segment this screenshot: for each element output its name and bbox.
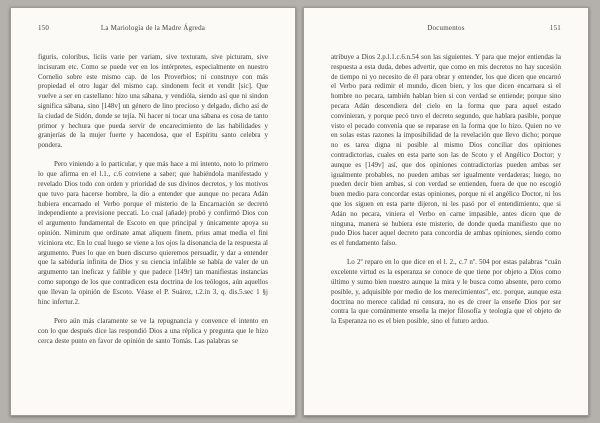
left-page-header xyxy=(38,24,268,34)
paragraph: figuris, coloribus, liciis varie per variam, sive texturam, sive picturam, sive incisuram etc. Como se puede ver en los intérpretes, especialmente en nuestro Cornelio sobre este mismo cap. de los Proverbios; ni construye con más propiedad el otro lugar del mismo cap. sindonem fecit et vendit [sic]. Que vuelve a ser en castellano: hizo una sábana, y vendióla, siendo así que ni sindon significa sábana, sino [148v] un género de lino precioso y delgado, dicho así de la ciudad de Sidón, donde se tejía. Ni hacer ni tocar una sábana es cosa de tanto primor y hechura que pueda servir de encarecimiento de las habilidades y granjerías de la mujer fuerte y hacendosa, que el Espíritu santo celebra y pondera. xyxy=(38,53,268,150)
right-running-title: Documentos xyxy=(427,24,465,32)
right-page-body xyxy=(331,53,561,327)
paragraph: Lo 2º reparo en lo que dice en el l. 2., c.7 nº. 504 por estas palabras “cuán excelente virtud es la esperanza se conoce de que tiene por objeto a Dios como último y sumo bien nuestro aunque la mira y le busca como absente, pero como posible, y, adquisible por medio de los merecimientos”, etc. porque, aunque esta doctrina no merece calidad ni censura, no es de creer la enseñe Dios por ser contra la que comúnmente enseña la mejor filosofía y teología que el objeto de la Esperanza no es el bien posible, sino el futuro arduo. xyxy=(331,258,561,326)
paragraph: Pero viniendo a lo particular, y que más hace a mi intento, noto lo primero lo que afirma en el l.1., c.6 conviene a saber; que habiéndola manifestado y revelado Dios todo con orden y prioridad de sus divinos decretos, y los motivos que tuvo para hacerse hombre, la dio a entender que aunque no pecara Adán hubiera encarnado el Verbo porque el misterio de la Encarnación se decretó independiente a previsione peccati. Lo cual (añade) probó y confirmó Dios con el argumento fundamental de Escoto en que principal y únicamente apoya su opinión. Nimirum que ordinate amat aliquem finem, prius amat media el fini viciniora etc. En lo cual luego se viene a los ojos la disonancia de la respuesta al argumento. Pues lo que en buen discurso quieremos persuadir, y dar a entender que la sabiduría infinita de Dios y su ciencia infalible se había de valer de un argumento tan ineficaz y falible y que padece [149r] tan manifiestas instancias como supongo de los que contradicen esta doctrina de los teólogos, aún aquellos que llevan la opinión de Escoto. Véase el P. Suárez, t.2.in 3, q. dis.5.sec 1 §j hinc infertur.2. xyxy=(38,160,268,306)
left-page-body xyxy=(38,53,268,346)
left-running-title: La Mariología de la Madre Ágreda xyxy=(100,24,206,32)
paragraph: Pero aún más claramente se ve la repugnancia y convence el intento en con lo que después dice las respondió Dios a una réplica y pregunta que le hizo cerca deste punto en favor de opinión de santo Tomás. Las palabras se xyxy=(38,316,268,345)
right-page xyxy=(303,7,589,416)
right-page-number: 151 xyxy=(549,24,561,32)
right-page-header xyxy=(331,24,561,34)
paragraph: atribuye a Dios 2.p.l.1.c.6.n.54 son las siguientes. Y para que mejor entiendas la respuesta a esta duda, debes advertir, que como en mis decretos no hay sucesión de tiempo ni yo necesito de él para obrar y entender, los que dicen que encarnó el Verbo para redimir el mundo, dicen bien, y los que dicen encarnara si el hombre no pecara, también hablan bien si con verdad se entiende; porque sino pecara Adán descendiera del cielo en la forma que para aquel estado convinieran, y porque pecó tuvo el decreto segundo, que hablara pasible, porque visto el pecado convenía que se reparase en la forma que lo hizo. Quien no ve en solas estas razones la imposibilidad de la revelación que llevo dicho; porque no es tarea digna ni posible al mismo Dios conciliar dos opiniones contradictorias, cuales en esta parte son las de Scoto y el Angélico Doctor; y aunque es [149v] así, que dos opiniones contradictorias pueden ambas ser igualmente probables, no pueden ambas ser igualmente verdaderas; luego, no pueden decir bien ambas, si con verdad se entienden, fuera de que no escogió buen medio para concordar estas opiniones, porque ni el angélico Doctor, ni los que los siguen en esta parte dijeron, ni les pasó por el entendimiento, que si Adán no pecara, viniera el Verbo en carne impasible, antes dicen que de ninguna, manera se hubiera este misterio, de donde queda manifiesto que no pudo Dios hacer aquel decreto para concordia de ambas opiniones, siendo como es el fundamento falso. xyxy=(331,53,561,248)
left-page xyxy=(10,7,296,416)
left-page-number: 150 xyxy=(38,24,50,32)
